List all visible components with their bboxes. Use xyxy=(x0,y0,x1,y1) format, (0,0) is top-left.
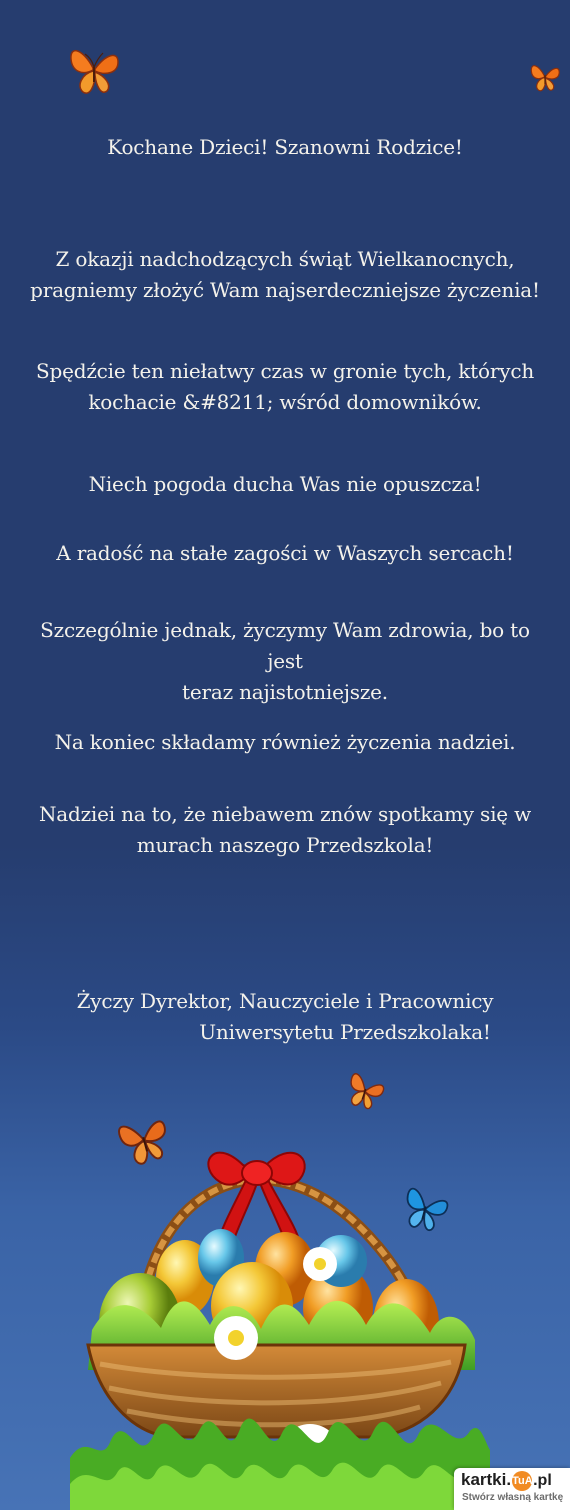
brand-tagline: Stwórz własną kartkę xyxy=(462,1492,564,1503)
brand-name xyxy=(461,1470,552,1491)
signature-block xyxy=(20,986,550,1048)
paragraph-5-line-2: teraz najistotniejsze. xyxy=(182,680,388,704)
paragraph-5 xyxy=(20,615,550,708)
signature-line-1: Życzy Dyrektor, Nauczyciele i Pracownicy xyxy=(76,989,494,1013)
paragraph-6-text: Na koniec składamy również życzenia nadziei. xyxy=(54,730,516,754)
greeting-block xyxy=(20,132,550,163)
paragraph-3-text: Niech pogoda ducha Was nie opuszcza! xyxy=(88,472,482,496)
paragraph-2-line-2: kochacie &#8211; wśród domowników. xyxy=(88,390,482,414)
brand-name-suffix: .pl xyxy=(533,1472,552,1489)
paragraph-5-line-1: Szczególnie jednak, życzymy Wam zdrowia, bo to jest xyxy=(40,618,530,673)
paragraph-7-line-2: murach naszego Przedszkola! xyxy=(136,833,434,857)
butterfly-icon xyxy=(62,38,126,102)
paragraph-4 xyxy=(20,538,550,569)
brand-logo[interactable] xyxy=(454,1468,570,1510)
paragraph-7-line-1: Nadziei na to, że niebawem znów spotkamy się w xyxy=(38,802,532,826)
paragraph-1 xyxy=(20,244,550,306)
paragraph-2 xyxy=(20,356,550,418)
easter-basket-icon xyxy=(70,1130,490,1510)
greeting-text: Kochane Dzieci! Szanowni Rodzice! xyxy=(107,135,463,159)
paragraph-3 xyxy=(20,469,550,500)
flower-icon xyxy=(214,1316,258,1360)
signature-line-2: Uniwersytetu Przedszkolaka! xyxy=(199,1020,491,1044)
flower-icon xyxy=(303,1247,337,1281)
brand-name-prefix: kartki. xyxy=(461,1470,512,1489)
butterfly-icon xyxy=(526,58,564,96)
butterfly-icon xyxy=(342,1068,388,1114)
paragraph-4-text: A radość na stałe zagości w Waszych sercach! xyxy=(56,541,514,565)
paragraph-7 xyxy=(20,799,550,861)
paragraph-6 xyxy=(20,727,550,758)
brand-badge: TuA xyxy=(512,1471,532,1491)
paragraph-1-line-1: Z okazji nadchodzących świąt Wielkanocnych, xyxy=(55,247,515,271)
paragraph-2-line-1: Spędźcie ten niełatwy czas w gronie tych, których xyxy=(35,359,535,383)
paragraph-1-line-2: pragniemy złożyć Wam najserdeczniejsze życzenia! xyxy=(30,278,540,302)
